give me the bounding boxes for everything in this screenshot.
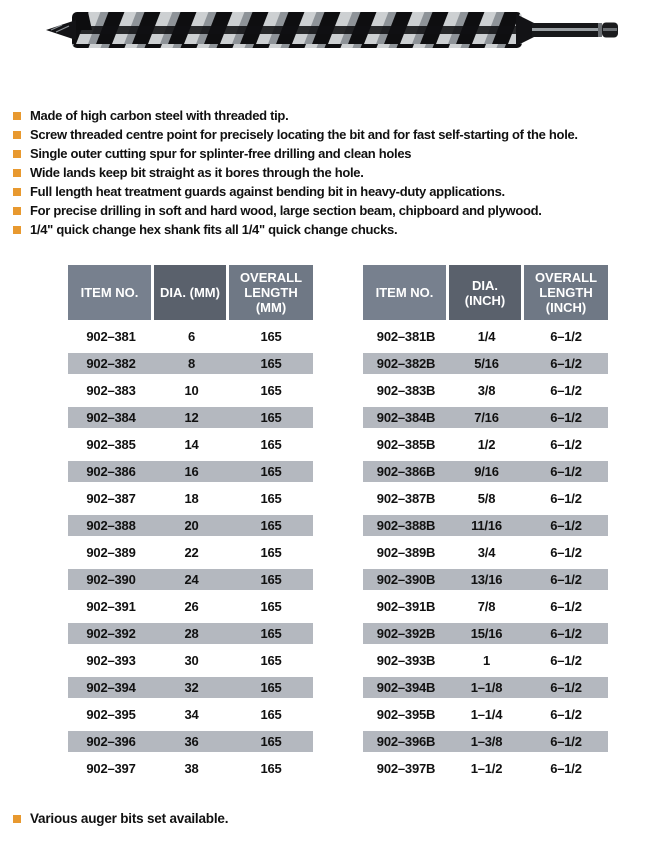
table-cell: 902–394B bbox=[363, 677, 449, 698]
table-cell: 16 bbox=[154, 461, 229, 482]
table-cell: 165 bbox=[229, 353, 313, 374]
table-cell: 22 bbox=[184, 545, 199, 560]
table-row bbox=[68, 326, 313, 347]
table-cell: 165 bbox=[260, 707, 282, 722]
table-cell: 1/4 bbox=[477, 329, 496, 344]
column-header: ITEM NO. bbox=[68, 265, 154, 320]
table-row bbox=[68, 380, 313, 401]
table-cell: 902–396 bbox=[68, 731, 154, 752]
table-cell: 902–391B bbox=[376, 599, 436, 614]
table-cell: 6–1/2 bbox=[550, 761, 582, 776]
table-row bbox=[68, 542, 313, 563]
table-cell: 902–383B bbox=[376, 383, 436, 398]
table-cell: 7/8 bbox=[477, 599, 496, 614]
table-cell: 902–382 bbox=[68, 353, 154, 374]
table-cell: 902–384 bbox=[68, 407, 154, 428]
table-row bbox=[363, 380, 608, 401]
table-cell: 902–395 bbox=[86, 707, 136, 722]
column-header: OVERALL LENGTH (INCH) bbox=[524, 265, 608, 320]
table-row bbox=[68, 569, 313, 590]
table-cell: 902–381 bbox=[86, 329, 136, 344]
table-row bbox=[68, 731, 313, 752]
table-cell: 902–386 bbox=[68, 461, 154, 482]
table-cell: 165 bbox=[260, 329, 282, 344]
table-row bbox=[68, 488, 313, 509]
table-cell: 902–397B bbox=[376, 761, 436, 776]
header-row bbox=[68, 265, 313, 320]
table-cell: 165 bbox=[260, 545, 282, 560]
feature-text: For precise drilling in soft and hard wood, large section beam, chipboard and plywood. bbox=[30, 203, 542, 218]
table-row bbox=[363, 650, 608, 671]
table-cell: 20 bbox=[154, 515, 229, 536]
table-cell: 902–387B bbox=[376, 491, 436, 506]
bullet-icon bbox=[13, 207, 21, 215]
table-cell: 902–384B bbox=[363, 407, 449, 428]
column-header: ITEM NO. bbox=[363, 265, 449, 320]
table-cell: 165 bbox=[229, 677, 313, 698]
table-row bbox=[363, 623, 608, 644]
catalog-page bbox=[0, 8, 650, 826]
table-cell: 902–397 bbox=[86, 761, 136, 776]
table-cell: 165 bbox=[229, 515, 313, 536]
table-row bbox=[363, 326, 608, 347]
table-cell: 6–1/2 bbox=[550, 491, 582, 506]
table-cell: 165 bbox=[260, 653, 282, 668]
bullet-icon bbox=[13, 815, 21, 823]
table-cell: 6–1/2 bbox=[550, 437, 582, 452]
table-row bbox=[363, 434, 608, 455]
bullet-icon bbox=[13, 131, 21, 139]
table-cell: 12 bbox=[154, 407, 229, 428]
table-cell: 1–3/8 bbox=[449, 731, 524, 752]
feature-text: Made of high carbon steel with threaded tip. bbox=[30, 108, 289, 123]
table-cell: 18 bbox=[184, 491, 199, 506]
table-row bbox=[363, 596, 608, 617]
table-cell: 6 bbox=[187, 329, 196, 344]
table-cell: 165 bbox=[229, 407, 313, 428]
auger-bit-image bbox=[46, 8, 621, 52]
table-cell: 3/8 bbox=[477, 383, 496, 398]
column-header: DIA. (MM) bbox=[154, 265, 229, 320]
table-cell: 902–385B bbox=[376, 437, 436, 452]
table-cell: 1–1/8 bbox=[449, 677, 524, 698]
table-cell: 902–393B bbox=[376, 653, 436, 668]
table-cell: 902–393 bbox=[86, 653, 136, 668]
feature-item bbox=[13, 144, 650, 163]
feature-item bbox=[13, 163, 650, 182]
table-row bbox=[68, 407, 313, 428]
table-cell: 165 bbox=[229, 731, 313, 752]
table-cell: 5/8 bbox=[477, 491, 496, 506]
column-header: DIA. (INCH) bbox=[449, 265, 524, 320]
bullet-icon bbox=[13, 150, 21, 158]
table-cell: 6–1/2 bbox=[524, 569, 608, 590]
feature-item bbox=[13, 220, 650, 239]
table-row bbox=[68, 650, 313, 671]
table-row bbox=[68, 704, 313, 725]
feature-item bbox=[13, 182, 650, 201]
table-cell: 902–389B bbox=[376, 545, 436, 560]
table-cell: 5/16 bbox=[449, 353, 524, 374]
table-row bbox=[363, 704, 608, 725]
table-cell: 6–1/2 bbox=[524, 623, 608, 644]
table-row bbox=[68, 596, 313, 617]
feature-text: Full length heat treatment guards against bending bit in heavy-duty applications. bbox=[30, 184, 505, 199]
table-row bbox=[68, 515, 313, 536]
table-row bbox=[68, 677, 313, 698]
column-header: OVERALL LENGTH (MM) bbox=[229, 265, 313, 320]
table-cell: 11/16 bbox=[449, 515, 524, 536]
table-row bbox=[363, 461, 608, 482]
table-cell: 6–1/2 bbox=[524, 353, 608, 374]
table-cell: 165 bbox=[229, 569, 313, 590]
table-row bbox=[363, 569, 608, 590]
table-cell: 1 bbox=[482, 653, 491, 668]
table-row bbox=[363, 488, 608, 509]
table-row bbox=[363, 731, 608, 752]
bullet-icon bbox=[13, 112, 21, 120]
table-cell: 1/2 bbox=[477, 437, 496, 452]
table-row bbox=[363, 758, 608, 779]
spec-table-imperial bbox=[363, 259, 608, 785]
table-row bbox=[68, 353, 313, 374]
feature-text: Screw threaded centre point for precisely locating the bit and for fast self-starting of the hole. bbox=[30, 127, 578, 142]
footer-note-text: Various auger bits set available. bbox=[30, 811, 229, 826]
spec-tables bbox=[68, 259, 650, 785]
table-cell: 15/16 bbox=[449, 623, 524, 644]
table-cell: 6–1/2 bbox=[524, 677, 608, 698]
table-cell: 165 bbox=[260, 761, 282, 776]
table-cell: 902–390 bbox=[68, 569, 154, 590]
table-cell: 6–1/2 bbox=[550, 329, 582, 344]
bullet-icon bbox=[13, 188, 21, 196]
table-cell: 165 bbox=[229, 461, 313, 482]
table-cell: 165 bbox=[229, 623, 313, 644]
header-row bbox=[363, 265, 608, 320]
table-cell: 902–389 bbox=[86, 545, 136, 560]
table-row bbox=[363, 515, 608, 536]
table-cell: 30 bbox=[184, 653, 199, 668]
table-cell: 32 bbox=[154, 677, 229, 698]
table-row bbox=[363, 353, 608, 374]
table-cell: 14 bbox=[184, 437, 199, 452]
feature-text: 1/4" quick change hex shank fits all 1/4" quick change chucks. bbox=[30, 222, 398, 237]
table-cell: 902–388B bbox=[363, 515, 449, 536]
table-cell: 165 bbox=[260, 383, 282, 398]
table-row bbox=[68, 434, 313, 455]
table-cell: 8 bbox=[154, 353, 229, 374]
table-cell: 902–396B bbox=[363, 731, 449, 752]
table-cell: 902–392B bbox=[363, 623, 449, 644]
table-cell: 6–1/2 bbox=[524, 461, 608, 482]
table-cell: 902–386B bbox=[363, 461, 449, 482]
feature-text: Wide lands keep bit straight as it bores through the hole. bbox=[30, 165, 364, 180]
table-row bbox=[68, 623, 313, 644]
table-cell: 34 bbox=[184, 707, 199, 722]
table-cell: 165 bbox=[260, 599, 282, 614]
table-cell: 6–1/2 bbox=[550, 599, 582, 614]
table-cell: 1–1/4 bbox=[470, 707, 503, 722]
product-photo bbox=[46, 8, 650, 54]
table-cell: 902–390B bbox=[363, 569, 449, 590]
table-cell: 902–394 bbox=[68, 677, 154, 698]
table-cell: 902–388 bbox=[68, 515, 154, 536]
table-cell: 10 bbox=[184, 383, 199, 398]
table-cell: 26 bbox=[184, 599, 199, 614]
table-cell: 6–1/2 bbox=[550, 707, 582, 722]
table-row bbox=[68, 461, 313, 482]
table-cell: 902–381B bbox=[376, 329, 436, 344]
feature-list bbox=[13, 106, 650, 239]
feature-item bbox=[13, 125, 650, 144]
table-cell: 902–385 bbox=[86, 437, 136, 452]
table-cell: 9/16 bbox=[449, 461, 524, 482]
table-cell: 165 bbox=[260, 491, 282, 506]
feature-item bbox=[13, 201, 650, 220]
table-cell: 902–383 bbox=[86, 383, 136, 398]
table-row bbox=[363, 407, 608, 428]
table-cell: 902–392 bbox=[68, 623, 154, 644]
table-cell: 6–1/2 bbox=[524, 515, 608, 536]
table-cell: 13/16 bbox=[449, 569, 524, 590]
table-cell: 7/16 bbox=[449, 407, 524, 428]
table-cell: 902–391 bbox=[86, 599, 136, 614]
bullet-icon bbox=[13, 169, 21, 177]
table-cell: 6–1/2 bbox=[524, 731, 608, 752]
feature-item bbox=[13, 106, 650, 125]
table-cell: 902–382B bbox=[363, 353, 449, 374]
table-cell: 1–1/2 bbox=[470, 761, 503, 776]
spec-table-metric bbox=[68, 259, 313, 785]
table-cell: 6–1/2 bbox=[550, 545, 582, 560]
table-row bbox=[363, 677, 608, 698]
table-cell: 6–1/2 bbox=[524, 407, 608, 428]
table-cell: 902–395B bbox=[376, 707, 436, 722]
table-cell: 165 bbox=[260, 437, 282, 452]
feature-text: Single outer cutting spur for splinter-free drilling and clean holes bbox=[30, 146, 412, 161]
table-cell: 28 bbox=[154, 623, 229, 644]
table-cell: 24 bbox=[154, 569, 229, 590]
table-row bbox=[68, 758, 313, 779]
footer-note bbox=[13, 811, 650, 826]
table-row bbox=[363, 542, 608, 563]
bullet-icon bbox=[13, 226, 21, 234]
table-cell: 902–387 bbox=[86, 491, 136, 506]
table-cell: 36 bbox=[154, 731, 229, 752]
table-cell: 38 bbox=[184, 761, 199, 776]
table-cell: 6–1/2 bbox=[550, 383, 582, 398]
table-cell: 6–1/2 bbox=[550, 653, 582, 668]
table-cell: 3/4 bbox=[477, 545, 496, 560]
